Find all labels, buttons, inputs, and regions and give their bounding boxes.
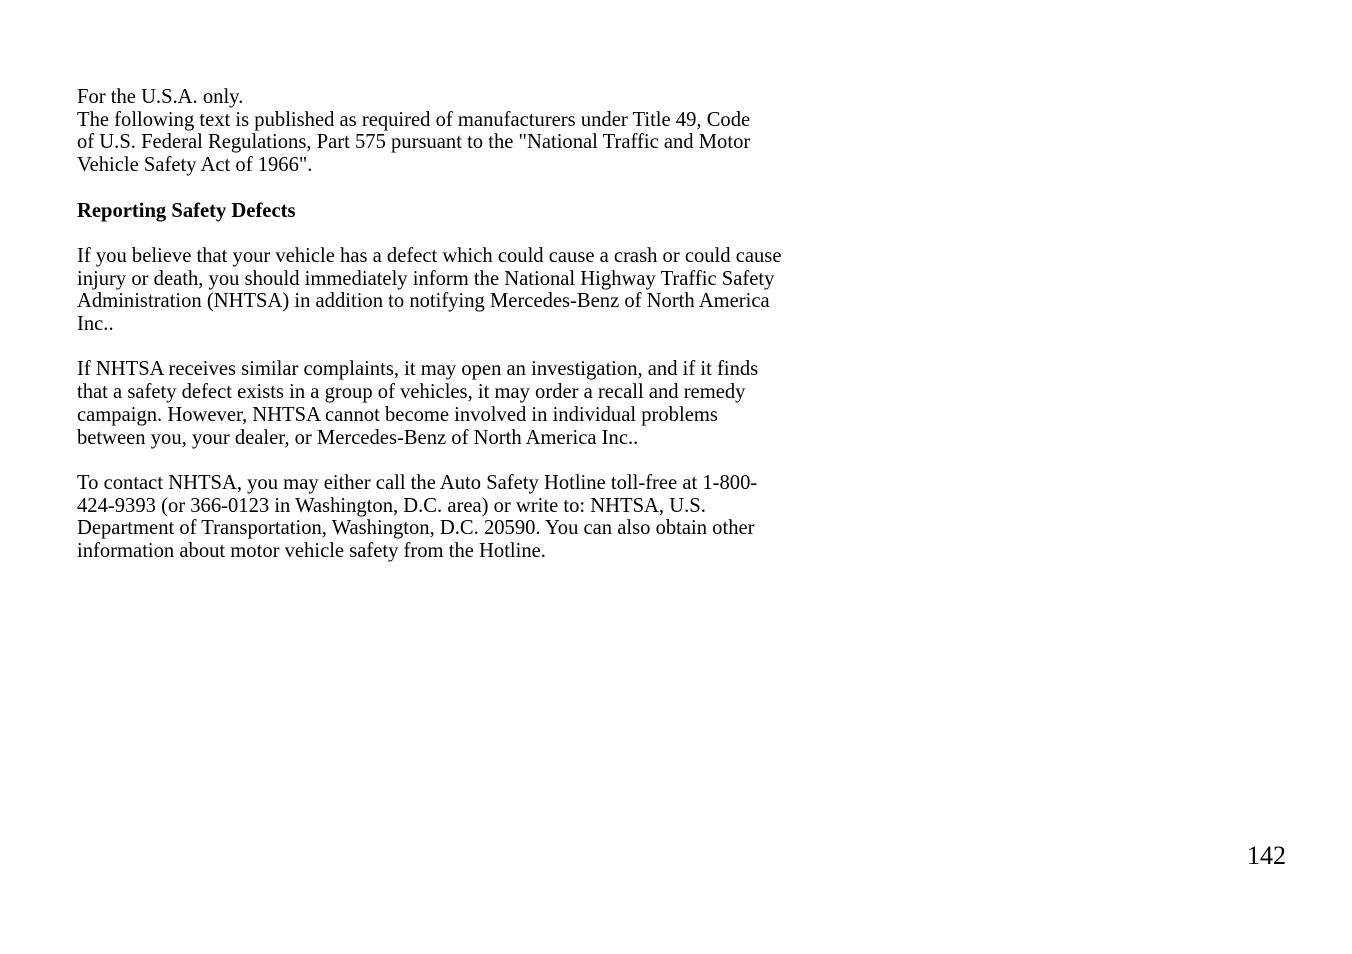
paragraph-spacer [77, 177, 877, 200]
page-number: 142 [1247, 841, 1286, 870]
intro-line: The following text is published as required of manufacturers under Title 49, Code [77, 108, 751, 131]
paragraph-line: 424-9393 (or 366-0123 in Washington, D.C. area) or write to: NHTSA, U.S. [77, 494, 706, 517]
paragraph-line: If NHTSA receives similar complaints, it may open an investigation, and if it finds [77, 358, 759, 381]
paragraph-line: campaign. However, NHTSA cannot become involved in individual problems [77, 403, 718, 426]
paragraph-line: To contact NHTSA, you may either call the Auto Safety Hotline toll-free at 1-800- [77, 471, 758, 494]
paragraph-line: between you, your dealer, or Mercedes-Benz of North America Inc.. [77, 426, 639, 449]
paragraph-line: If you believe that your vehicle has a defect which could cause a crash or could cause [77, 244, 782, 267]
paragraph-line: Inc.. [77, 313, 114, 335]
paragraph-spacer [77, 222, 877, 245]
intro-paragraph [77, 86, 877, 177]
paragraph-line: that a safety defect exists in a group of vehicles, it may order a recall and remedy [77, 381, 746, 404]
paragraph-line: information about motor vehicle safety from the Hotline. [77, 540, 546, 562]
section-heading: Reporting Safety Defects [77, 199, 296, 222]
body-paragraph-1 [77, 245, 877, 336]
body-paragraph-2 [77, 358, 877, 449]
paragraph-spacer [77, 449, 877, 472]
intro-line: For the U.S.A. only. [77, 86, 244, 108]
intro-line: Vehicle Safety Act of 1966". [77, 154, 313, 177]
paragraph-line: Department of Transportation, Washington, D.C. 20590. You can also obtain other [77, 517, 755, 540]
paragraph-line: injury or death, you should immediately inform the National Highway Traffic Safety [77, 267, 775, 290]
paragraph-line: Administration (NHTSA) in addition to notifying Mercedes-Benz of North America [77, 290, 770, 313]
body-paragraph-3 [77, 472, 877, 563]
document-body [77, 86, 877, 563]
intro-line: of U.S. Federal Regulations, Part 575 pursuant to the "National Traffic and Motor [77, 131, 751, 154]
paragraph-spacer [77, 336, 877, 359]
